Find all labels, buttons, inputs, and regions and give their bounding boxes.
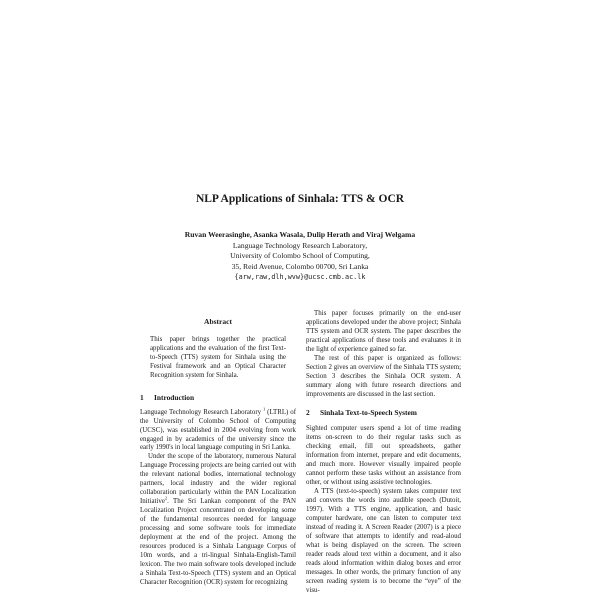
section-2-number: 2 (306, 407, 310, 417)
footnote-mark-2: 2 (164, 495, 168, 501)
intro-paragraph-2: Under the scope of the laboratory, numerous Natural Language Processing projects are being carried out with the relevant national bodies, international technology partners, local industry and the wider regional collaboration particularly within the PAN Localization Initiative$^2$. The Sri Lankan component of the PAN Localization Project concentrated on developing some of the fundamental resources needed for language processing and some software tools for immediate deployment at the end of the project. Among the resources produced is a Sinhala Language Corpus of 10m words, and a tri-lingual Sinhala-English-Tamil lexicon. The two main software tools developed include a Sinhala Text-to-Speech (TTS) system and an Optical Character Recognition (OCR) system for recognizing (140, 453, 296, 586)
paper-title: NLP Applications of Sinhala: TTS & OCR (195, 193, 405, 205)
section-2-heading (306, 409, 461, 418)
affiliation-university: University of Colombo School of Computing, (230, 251, 370, 261)
author-block (0, 230, 600, 283)
section-1-title: Introduction (154, 392, 195, 402)
author-email: {arw,raw,dlh,wvw}@ucsc.cmb.ac.lk (234, 273, 366, 282)
tts-paragraph-2: A TTS (text-to-speech) system takes computer text and converts the words into audible speech (Dutoit, 1997). With a TTS engine, application, and basic computer hardware, one can listen to computer text instead of reading it. A Screen Reader (2007) is a piece of software that attempts to identify and read-aloud what is being displayed on the screen. The screen reader reads aloud text within a document, and it also reads aloud information within dialog boxes and error messages. In other words, the primary function of any screen reading system is to become the “eye” of the visu- (306, 488, 461, 594)
footnote-mark-1: 1 (263, 406, 266, 412)
tts-paragraph-1: Sighted computer users spend a lot of time reading items on-screen to do their regular tasks such as checking email, fill out spreadsheets, gather information from internet, prepare and edit documents, and much more. However visually impaired people cannot perform these tasks without an assistance from other, or without using assistive technologies. (306, 425, 461, 487)
abstract-text: This paper brings together the practical applications and the evaluation of the first Text-to-Speech (TTS) system for Sinhala using the Festival framework and an Optical Character Recognition system for Sinhala. (150, 335, 286, 379)
section-1-number: 1 (140, 392, 144, 402)
section-1-heading (140, 394, 296, 403)
section-2-title: Sinhala Text-to-Speech System (320, 407, 417, 417)
address: 35, Reid Avenue, Colombo 00700, Sri Lanka (231, 261, 369, 271)
author-names: Ruvan Weerasinghe, Asanka Wasala, Dulip Herath and Viraj Welgama (184, 230, 416, 239)
intro-paragraph-1: Language Technology Research Laboratory $^1$ (LTRL) of the University of Colombo School of Computing (UCSC), was established in 2004 evolving from work engaged in by academics of the university since the early 1990's in local language computing in Sri Lanka. (140, 406, 296, 452)
abstract-heading: Abstract (204, 317, 232, 326)
affiliation-lab: Language Technology Research Laboratory, (232, 240, 368, 250)
intro-paragraph-4: The rest of this paper is organized as follows: Section 2 gives an overview of the Sinhala TTS system; Section 3 describes the Sinhala OCR system. A summary along with future research directions and improvements are discussed in the last section. (306, 354, 461, 398)
intro-paragraph-3: This paper focuses primarily on the end-user applications developed under the above project; Sinhala TTS system and OCR system. The paper describes the practical applications of these tools and evaluates it in the light of experience gained so far. (306, 310, 461, 353)
right-column (306, 310, 461, 596)
left-column (140, 318, 296, 588)
